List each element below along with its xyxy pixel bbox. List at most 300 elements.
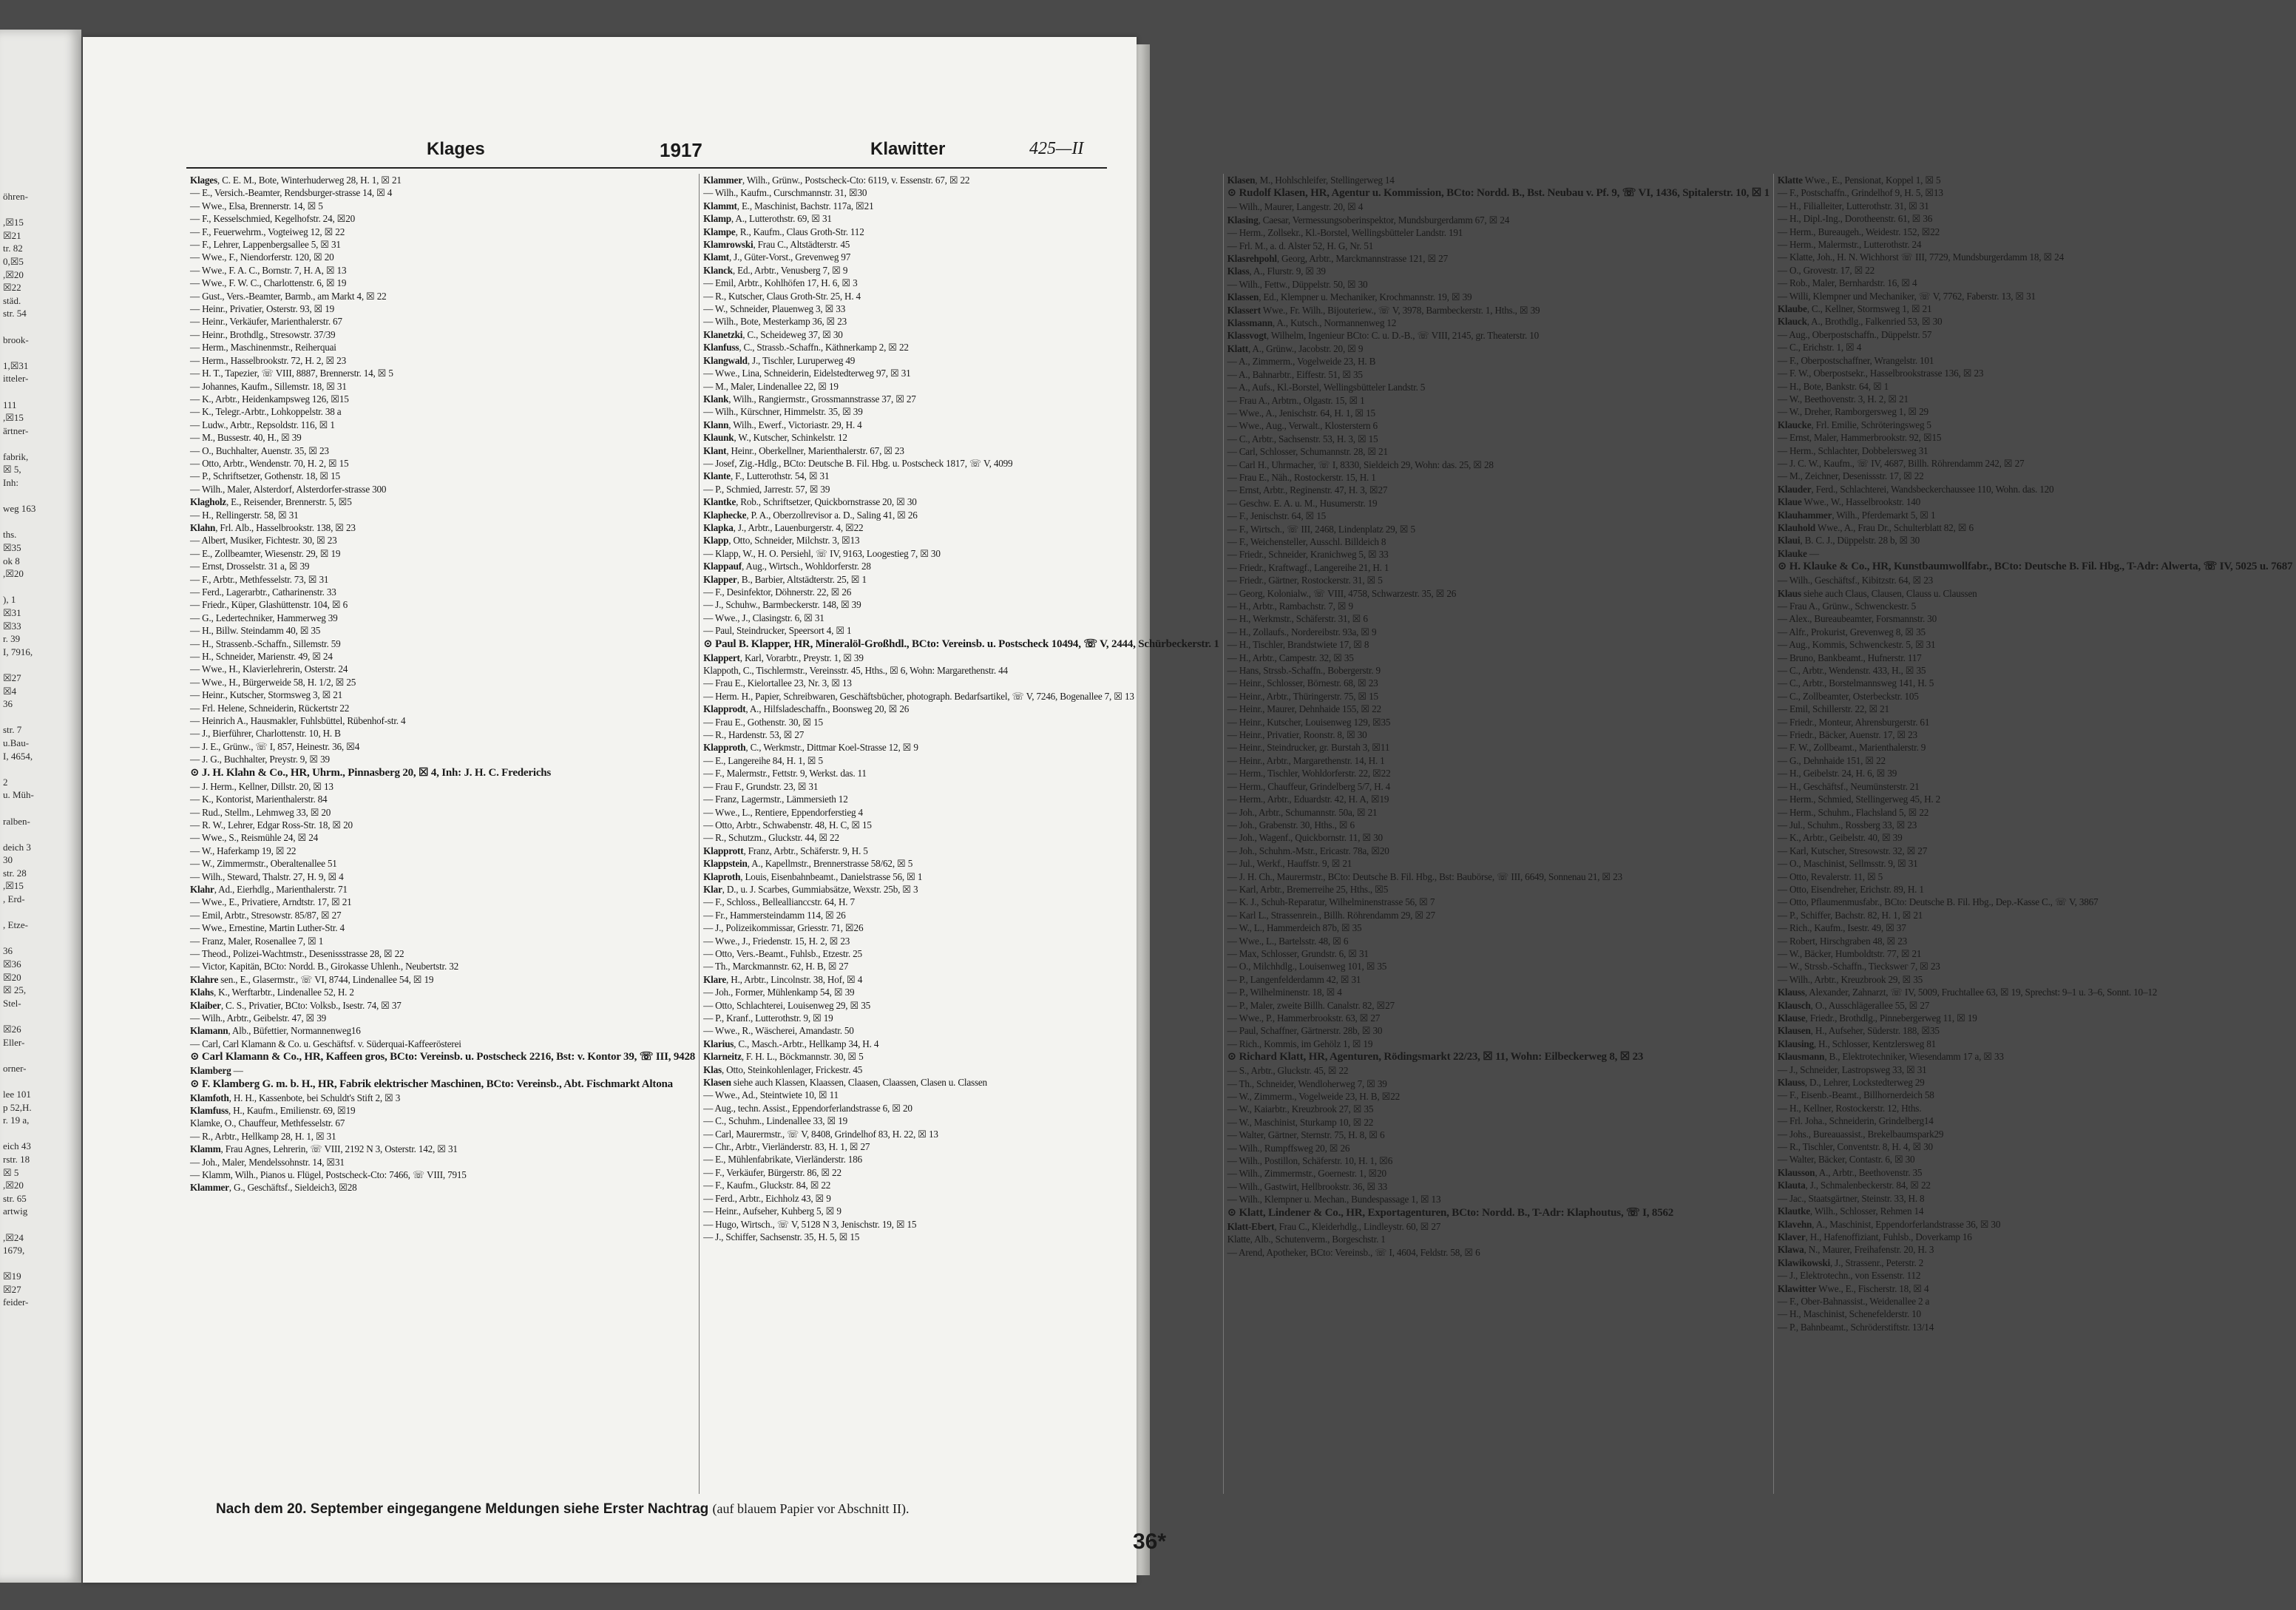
directory-entry: — J. H. Ch., Maurermstr., BCto: Deutsche B. Fil. Hbg., Bst: Baubörse, ☏ III, 6649, Sonnenau 21, ☒ 23: [1227, 870, 1622, 882]
directory-entry: — J., Schuhw., Barmbeckerstr. 148, ☒ 39: [703, 599, 861, 611]
directory-entry: — Willi, Klempner und Mechaniker, ☏ V, 7762, Faberstr. 13, ☒ 31: [1777, 290, 2036, 302]
directory-entry: Klaver, H., Hafenoffiziant, Fuhlsb., Doverkamp 16: [1777, 1231, 1972, 1242]
directory-entry: — Wilh., Maler, Alsterdorf, Alsterdorfer-strasse 300: [190, 483, 387, 495]
facing-page-fragment: [0, 30, 81, 1583]
surname: Klauss: [1777, 987, 1805, 998]
directory-entry: Klahn, Frl. Alb., Hasselbrookstr. 138, ☒ 23: [190, 521, 356, 533]
directory-entry: Klauhammer, Wilh., Pferdemarkt 5, ☒ 1: [1777, 509, 1936, 521]
directory-entry: — Wwe., F. A. C., Bornstr. 7, H. A, ☒ 13: [190, 264, 347, 276]
directory-entry: — H., Billw. Steindamm 40, ☒ 35: [190, 625, 321, 637]
directory-entry: — A., Bahnarbtr., Eiffestr. 51, ☒ 35: [1227, 368, 1363, 380]
facing-page-line: p 52,H.: [3, 1101, 32, 1113]
directory-entry: — Joh., Maler, Mendelssohnstr. 14, ☒31: [190, 1156, 345, 1168]
directory-entry: — Rob., Maler, Bernhardstr. 16, ☒ 4: [1777, 277, 1917, 289]
directory-entry: — Heinrich A., Hausmakler, Fuhlsbüttel, Rübenhof-str. 4: [190, 715, 406, 727]
directory-entry: — Johannes, Kaufm., Sillemstr. 18, ☒ 31: [190, 380, 347, 392]
surname: Klassvogt: [1227, 330, 1267, 342]
directory-entry: Klausmann, B., Elektrotechniker, Wiesendamm 17 a, ☒ 33: [1777, 1051, 2004, 1063]
surname: Klatte: [1777, 175, 1803, 186]
facing-page-line: 1,☒31: [3, 359, 29, 371]
facing-page-line: ok 8: [3, 555, 20, 566]
surname: Klausson: [1777, 1166, 1815, 1178]
directory-entry: — P., Schiffer, Bachstr. 82, H. 1, ☒ 21: [1777, 909, 1923, 921]
directory-entry: Klasen, M., Hohlschleifer, Stellingerweg 14: [1227, 175, 1395, 186]
directory-entry: — J. C. W., Kaufm., ☏ IV, 4687, Billh. Röhrendamm 242, ☒ 27: [1777, 457, 2025, 469]
directory-entry: Klausing, H., Schlosser, Kentzlersweg 81: [1777, 1038, 1937, 1049]
surname: Klapp: [703, 535, 729, 547]
header-rule: [186, 167, 1107, 169]
surname: Klauder: [1777, 483, 1812, 495]
directory-entry: — Hans, Strssb.-Schaffn., Bobergerstr. 9: [1227, 665, 1381, 677]
directory-entry: Klappauf, Aug., Wirtsch., Wohldorferstr. 28: [703, 561, 871, 572]
directory-entry: — A., Aufs., Kl.-Borstel, Wellingsbütteler Landstr. 5: [1227, 382, 1426, 393]
directory-entry: — H., Strassenb.-Schaffn., Sillemstr. 59: [190, 637, 341, 649]
facing-page-line: 111: [3, 399, 17, 410]
directory-entry: — H., Tischler, Brandstwiete 17, ☒ 8: [1227, 639, 1369, 651]
directory-entry: — P., Kranf., Lutterothstr. 9, ☒ 19: [703, 1012, 833, 1024]
directory-entry: — H., Schneider, Marienstr. 49, ☒ 24: [190, 651, 333, 663]
directory-entry: — H., Dipl.-Ing., Dorotheenstr. 61, ☒ 36: [1777, 213, 1933, 225]
surname: Klanetzki: [703, 328, 743, 340]
surname: Klausch: [1777, 999, 1811, 1011]
directory-entry: — Albert, Musiker, Fichtestr. 30, ☒ 23: [190, 535, 337, 547]
surname: Klagholz: [190, 496, 226, 508]
directory-entry: Klare, H., Arbtr., Lincolnstr. 38, Hof, ☒ 4: [703, 973, 863, 985]
surname: Klamt: [703, 251, 729, 263]
surname: Klarneitz: [703, 1051, 742, 1063]
directory-entry: Klappoth, C., Tischlermstr., Vereinsstr. 45, Hths., ☒ 6, Wohn: Margarethenstr. 44: [703, 665, 1008, 677]
facing-page-line: ☒33: [3, 620, 21, 632]
surname: Klapprodt: [703, 703, 746, 715]
facing-page-line: ,☒15: [3, 412, 24, 424]
column-1: [186, 174, 700, 1494]
directory-entry: — Wilh., Zimmermstr., Goernestr. 1, ☒20: [1227, 1168, 1386, 1180]
directory-entry: — Aug., Kommis, Schwenckestr. 5, ☒ 31: [1777, 639, 1936, 651]
surname: Klappstein: [703, 858, 748, 870]
directory-entry: — Carl, Maurermstr., ☏ V, 8408, Grindelhof 83, H. 22, ☒ 13: [703, 1128, 938, 1140]
directory-entry: — Herm., Maschinenmstr., Reiherquai: [190, 342, 336, 354]
directory-entry: — Hugo, Wirtsch., ☏ V, 5128 N 3, Jenischstr. 19, ☒ 15: [703, 1218, 917, 1230]
directory-entry: Klarneitz, F. H. L., Böckmannstr. 30, ☒ 5: [703, 1051, 864, 1063]
facing-page-line: u.Bau-: [3, 737, 30, 748]
directory-entry: — W., Strssb.-Schaffn., Tieckswег 7, ☒ 23: [1777, 961, 1940, 973]
directory-entry: — H., Arbtr., Campestr. 32, ☒ 35: [1227, 652, 1354, 663]
directory-entry: — Wwe., Ernestine, Martin Luther-Str. 4: [190, 922, 345, 934]
directory-entry: Klassert Wwe., Fr. Wilh., Bijouteriew., ☏ V, 3978, Barmbeckerstr. 1, Hths., ☒ 39: [1227, 304, 1540, 316]
directory-entry: — Wilh., Klempner u. Mechan., Bundespassage 1, ☒ 13: [1227, 1194, 1441, 1205]
surname: Klavehn: [1777, 1218, 1812, 1230]
directory-entry: — Walter, Bäcker, Contastr. 6, ☒ 30: [1777, 1154, 1915, 1166]
directory-entry: Klappstein, A., Kapellmstr., Brennerstrasse 58/62, ☒ 5: [703, 858, 913, 870]
surname: Klar: [703, 883, 722, 895]
directory-entry: — Wilh., Postillon, Schäferstr. 10, H. 1, ☒6: [1227, 1155, 1393, 1167]
directory-entry: Klagholz, E., Reisender, Brennerstr. 5, ☒5: [190, 496, 352, 508]
directory-entry: — J., Schneider, Lastropsweg 33, ☒ 31: [1777, 1063, 1927, 1075]
facing-page-line: 36: [3, 698, 13, 710]
directory-entry: — Aug., Oberpostschaffn., Düppelstr. 57: [1777, 328, 1932, 340]
directory-entry: — K., Arbtr., Heidenkampsweg 126, ☒15: [190, 393, 349, 405]
directory-entry: — Herm. H., Papier, Schreibwaren, Geschäftsbücher, photograph. Bedarfsartikel, ☏ V, 7246, Bogenallee 7, ☒ 13: [703, 690, 1134, 702]
directory-entry: — Carl, Carl Klamann & Co. u. Geschäftsf. v. Süderquai-Kaffeerösterei: [190, 1038, 461, 1049]
directory-entry: — H., Geschäftsf., Neumünsterstr. 21: [1777, 780, 1920, 792]
directory-entry: — Klapp, W., H. O. Persiehl, ☏ IV, 9163, Loogestieg 7, ☒ 30: [703, 547, 941, 559]
directory-entry: — W., Maschinist, Sturkamp 10, ☒ 22: [1227, 1116, 1374, 1128]
directory-entry: — H., Zollaufs., Nordereibstr. 93a, ☒ 9: [1227, 626, 1377, 637]
directory-entry: — Friedr., Kraftwagf., Langereihe 21, H. 1: [1227, 561, 1389, 573]
directory-entry: — H., Kellner, Rostockerstr. 12, Hths.: [1777, 1102, 1922, 1114]
facing-page-line: weg 163: [3, 503, 36, 515]
directory-entry: — Wwe., Elsa, Brennerstr. 14, ☒ 5: [190, 200, 323, 212]
directory-entry: Klatt, A., Grünw., Jacobstr. 20, ☒ 9: [1227, 342, 1364, 354]
directory-entry: Klaphecke, P. A., Oberzollrevisor a. D., Saling 41, ☒ 26: [703, 509, 918, 521]
directory-entry: Klassen, Ed., Klempner u. Mechaniker, Krochmannstr. 19, ☒ 39: [1227, 291, 1472, 303]
facing-page-line: ☒ 5: [3, 1166, 19, 1178]
directory-entry: — R. W., Lehrer, Edgar Ross-Str. 18, ☒ 20: [190, 819, 353, 831]
surname: Klanfuss: [703, 342, 739, 354]
facing-page-line: 36: [3, 945, 13, 957]
directory-entry: — Klamm, Wilh., Pianos u. Flügel, Postscheck-Cto: 7466, ☏ VIII, 7915: [190, 1169, 467, 1181]
directory-entry: — Th., Marckmannstr. 62, H. B, ☒ 27: [703, 961, 849, 973]
surname: Klassmann: [1227, 317, 1273, 329]
directory-entry: — P., Bahnbeamt., Schröderstiftstr. 13/14: [1777, 1321, 1934, 1333]
directory-entry: — Frau E., Kielortallee 23, Nr. 3, ☒ 13: [703, 677, 852, 689]
header-year: 1917: [660, 139, 702, 161]
directory-entry: — H., Bote, Bankstr. 64, ☒ 1: [1777, 380, 1889, 392]
directory-entry: Klatte Wwe., E., Pensionat, Koppel 1, ☒ 5: [1777, 175, 1941, 186]
directory-entry: — F., Kaufm., Gluckstr. 84, ☒ 22: [703, 1180, 831, 1191]
directory-entry: Klantke, Rob., Schriftsetzer, Quickbornstrasse 20, ☒ 30: [703, 496, 917, 508]
facing-page-line: ☒22: [3, 282, 21, 294]
directory-entry: — P., Maler, zweite Billh. Canalstr. 82, ☒27: [1227, 999, 1395, 1011]
directory-entry: — C., Arbtr., Wendenstr. 433, H., ☒ 35: [1777, 665, 1926, 677]
surname: Klamm: [190, 1143, 221, 1155]
directory-entry: Klaunk, W., Kutscher, Schinkelstr. 12: [703, 432, 847, 444]
directory-entry: Klamp, A., Lutterothstr. 69, ☒ 31: [703, 213, 832, 225]
facing-page-line: [3, 1049, 81, 1062]
directory-entry: — Carl H., Uhrmacher, ☏ I, 8330, Sieldeich 29, Wohn: das. 25, ☒ 28: [1227, 459, 1494, 470]
directory-entry: Klassmann, A., Kutsch., Normannenweg 12: [1227, 317, 1397, 329]
directory-entry: — Heinr., Aufseher, Kuhberg 5, ☒ 9: [703, 1205, 841, 1217]
facing-page-line: ,☒15: [3, 217, 24, 229]
surname: Klamann: [190, 1025, 228, 1037]
directory-entry: — Otto, Arbtr., Schwabenstr. 48, H. C, ☒ 15: [703, 819, 872, 831]
facing-page-line: eich 43: [3, 1140, 31, 1152]
facing-page-line: [3, 802, 81, 815]
directory-entry: — H., Filialleiter, Lutterothstr. 31, ☒ 31: [1777, 200, 1929, 212]
directory-entry: Klauck, A., Brothdlg., Falkenried 53, ☒ 30: [1777, 316, 1943, 328]
directory-entry: — Karl L., Strassenrein., Billh. Röhrendamm 29, ☒ 27: [1227, 909, 1435, 921]
directory-entry: — Wilh., Maurer, Langestr. 20, ☒ 4: [1227, 201, 1364, 213]
directory-entry: Klamfuss, H., Kaufm., Emilienstr. 69, ☒19: [190, 1105, 356, 1117]
directory-entry: — F., Oberpostschaffner, Wrangelstr. 101: [1777, 354, 1934, 366]
header-first-entry: Klages: [427, 139, 485, 159]
directory-entry: — Friedr., Küper, Glashüttenstr. 104, ☒ 6: [190, 599, 348, 611]
page-header: [135, 139, 1085, 169]
surname: Klare: [703, 973, 727, 985]
directory-entry: — Rich., Kaufm., Isestr. 49, ☒ 37: [1777, 922, 1906, 934]
facing-page-line: ☒20: [3, 971, 21, 983]
directory-entry: Klaucke, Frl. Emilie, Schröteringsweg 5: [1777, 419, 1931, 430]
directory-entry: Klas, Otto, Steinkohlenlager, Frickestr. 45: [703, 1063, 863, 1075]
directory-entry: — Jul., Schuhm., Rossberg 33, ☒ 23: [1777, 819, 1917, 831]
directory-entry: Klauta, J., Schmalenbeckerstr. 84, ☒ 22: [1777, 1180, 1931, 1191]
facing-page-line: ☒4: [3, 685, 17, 697]
surname: Klappauf: [703, 561, 742, 572]
facing-page-line: [3, 581, 81, 594]
facing-page-line: itteler-: [3, 373, 29, 385]
facing-page-line: ☒31: [3, 607, 21, 618]
directory-entry: — F., Schloss., Belleallianccstr. 64, H. 7: [703, 896, 855, 908]
directory-entry: — J. E., Grünw., ☏ I, 857, Heinestr. 36, ☒4: [190, 740, 360, 752]
directory-entry: Klausch, O., Ausschlägerallee 55, ☒ 27: [1777, 999, 1930, 1011]
surname: Klass: [1227, 265, 1250, 277]
directory-entry: — J., Elektrotechn., von Essenstr. 112: [1777, 1270, 1921, 1282]
directory-entry: Klammt, E., Maschinist, Bachstr. 117a, ☒21: [703, 200, 874, 212]
directory-entry: — Otto, Arbtr., Wendenstr. 70, H. 2, ☒ 15: [190, 457, 349, 469]
directory-entry: Klauss, Alexander, Zahnarzt, ☏ IV, 5009, Fruchtallee 63, ☒ 19, Sprechst: 9–1 u. 3–6, Sonnt. 10–12: [1777, 987, 2158, 998]
directory-entry: Klant, Heinr., Oberkellner, Marienthalerstr. 67, ☒ 23: [703, 444, 904, 456]
directory-entry: — O., Milchhdlg., Louisenweg 101, ☒ 35: [1227, 961, 1387, 973]
facing-page-line: feider-: [3, 1296, 29, 1308]
directory-entry: — C., Arbtr., Sachsenstr. 53, H. 3, ☒ 15: [1227, 433, 1378, 444]
directory-entry: — F., Kesselschmied, Kegelhofstr. 24, ☒20: [190, 213, 356, 225]
directory-entry: Klammer, G., Geschäftsf., Sieldeich3, ☒28: [190, 1182, 357, 1194]
directory-entry: Klann, Wilh., Ewerf., Victoriastr. 29, H. 4: [703, 419, 862, 430]
directory-entry: — W., Kaiarbtr., Kreuzbrook 27, ☒ 35: [1227, 1103, 1374, 1115]
directory-entry: — Wilh., Arbtr., Kreuzbrook 29, ☒ 35: [1777, 973, 1923, 985]
directory-entry: — S., Arbtr., Gluckstr. 45, ☒ 22: [1227, 1065, 1349, 1077]
surname: Klasen: [1227, 175, 1256, 186]
facing-page-line: ☒27: [3, 672, 21, 683]
directory-entry: — Wilh., Geschäftsf., Kibitzstr. 64, ☒ 23: [1777, 575, 1934, 586]
surname: Klapka: [703, 521, 734, 533]
directory-entry: — F., Lehrer, Lappenbergsallee 5, ☒ 31: [190, 239, 341, 251]
surname: Klausmann: [1777, 1051, 1825, 1063]
facing-page-line: ärtner-: [3, 425, 29, 436]
facing-page-line: str. 28: [3, 867, 27, 879]
directory-entry: — Wwe., J., Friedenstr. 15, H. 2, ☒ 23: [703, 935, 850, 947]
directory-entry: — Geschw. E. A. u. M., Husumerstr. 19: [1227, 497, 1378, 509]
directory-entry: — Joh., Schuhm.-Mstr., Ericastr. 78a, ☒20: [1227, 845, 1389, 856]
directory-entry: Klatt-Ebert, Frau C., Kleiderhdlg., Lindleystr. 60, ☒ 27: [1227, 1220, 1441, 1232]
directory-entry: — Otto, Pflaumenmusfabr., BCto: Deutsche B. Fil. Hbg., Dep.-Kasse C., ☏ V, 3867: [1777, 896, 2099, 908]
directory-entry: — Wwe., Aug., Verwalt., Klosterstern 6: [1227, 420, 1378, 432]
facing-page-line: ths.: [3, 529, 17, 541]
facing-page-line: städ.: [3, 294, 21, 306]
directory-entry: — O., Buchhalter, Auenstr. 35, ☒ 23: [190, 444, 329, 456]
directory-entry: — P., Langenfelderdamm 42, ☒ 31: [1227, 973, 1361, 985]
directory-entry: Klawa, N., Maurer, Freihafenstr. 20, H. 3: [1777, 1244, 1934, 1256]
directory-entry: — H., Geibelstr. 24, H. 6, ☒ 39: [1777, 768, 1897, 779]
directory-entry: Klaube, C., Kellner, Stormsweg 1, ☒ 21: [1777, 303, 1932, 315]
directory-entry: — F., Jenischstr. 64, ☒ 15: [1227, 510, 1327, 522]
directory-entry: — Th., Schneider, Wendloherweg 7, ☒ 39: [1227, 1078, 1387, 1089]
directory-entry: — P., Wilhelminenstr. 18, ☒ 4: [1227, 987, 1342, 998]
facing-page-line: 2: [3, 776, 8, 788]
directory-entry: Klause, Friedr., Brothdlg., Pinnebergerweg 11, ☒ 19: [1777, 1012, 1977, 1024]
directory-entry: — W., Dreher, Ramborgersweg 1, ☒ 29: [1777, 406, 1928, 418]
surname: Klauss: [1777, 1077, 1805, 1089]
directory-entry: — Otto, Eisendreher, Erichstr. 89, H. 1: [1777, 883, 1924, 895]
directory-entry: — Frl. Joha., Schneiderin, Grindelberg14: [1777, 1115, 1934, 1127]
directory-entry: — Frl. Helene, Schneiderin, Rückertstr 22: [190, 702, 350, 714]
facing-page-line: [3, 762, 81, 776]
facing-page-line: ,☒20: [3, 1180, 24, 1191]
facing-page-line: ☒36: [3, 958, 21, 970]
facing-page-line: str. 65: [3, 1192, 27, 1204]
directory-entry: — Chr., Arbtr., Vierländerstr. 83, H. 1, ☒ 27: [703, 1141, 870, 1153]
surname: Klapprott: [703, 845, 744, 856]
directory-entry: Klapproth, C., Werkmstr., Dittmar Koel-Strasse 12, ☒ 9: [703, 742, 918, 754]
directory-entry: — Joh., Grabenstr. 30, Hths., ☒ 6: [1227, 819, 1355, 831]
facing-page-line: ,☒20: [3, 268, 24, 280]
directory-entry: — E., Versich.-Beamter, Rendsburger-strasse 14, ☒ 4: [190, 187, 393, 199]
facing-page-line: I, 4654,: [3, 750, 33, 762]
directory-entry: — Wwe., F. W. C., Charlottenstr. 6, ☒ 19: [190, 277, 347, 289]
column-3: [1224, 174, 1774, 1494]
surname: Klauhold: [1777, 521, 1816, 533]
facing-page-line: lee 101: [3, 1088, 31, 1100]
directory-entry: — W., Schneider, Plauenweg 3, ☒ 33: [703, 303, 846, 315]
directory-entry: — Heinr., Arbtr., Thüringerstr. 75, ☒ 15: [1227, 690, 1378, 702]
directory-entry: — Arend, Apotheker, BCto: Vereinsb., ☏ I, 4604, Feldstr. 58, ☒ 6: [1227, 1246, 1480, 1258]
surname: Klawikowski: [1777, 1256, 1830, 1268]
directory-entry: Klanetzki, C., Scheideweg 37, ☒ 30: [703, 328, 843, 340]
directory-entry: — R., Tischler, Conventstr. 8, H. 4, ☒ 30: [1777, 1141, 1933, 1153]
directory-entry: Klasrehpohl, Georg, Arbtr., Marckmannstrasse 121, ☒ 27: [1227, 253, 1448, 265]
facing-page-line: , Etze-: [3, 919, 28, 931]
directory-entry: — Ferd., Lagerarbtr., Catharinenstr. 33: [190, 586, 336, 598]
directory-entry: — Alex., Bureaubeamter, Forsmannstr. 30: [1777, 613, 1937, 625]
directory-entry: — P., Schriftsetzer, Gothenstr. 18, ☒ 15: [190, 470, 340, 482]
directory-entry: — Herm., Bureaugeh., Weidestr. 152, ☒22: [1777, 226, 1940, 237]
directory-entry: — Wwe., Ad., Steintwiete 10, ☒ 11: [703, 1089, 839, 1101]
facing-page-line: [3, 1257, 81, 1271]
header-page-number: 425—II: [1029, 139, 1084, 158]
facing-page-line: ,☒20: [3, 568, 24, 580]
facing-page-line: str. 7: [3, 724, 22, 736]
directory-entry: — Gust., Vers.-Beamter, Barmb., am Markt 4, ☒ 22: [190, 290, 387, 302]
surname: Klanck: [703, 264, 733, 276]
directory-entry: Klauder, Ferd., Schlachterei, Wandsbeckerchaussee 110, Wohn. das. 120: [1777, 483, 2054, 495]
facing-page-line: ), 1: [3, 594, 16, 606]
directory-entry: — C., Erichstr. 1, ☒ 4: [1777, 342, 1862, 354]
facing-page-line: r. 39: [3, 633, 21, 645]
directory-entry: Klamke, O., Chauffeur, Methfesselstr. 67: [190, 1117, 345, 1129]
directory-entry: — E., Langereihe 84, H. 1, ☒ 5: [703, 754, 823, 766]
directory-entry: — J., Schiffer, Sachsenstr. 35, H. 5, ☒ 15: [703, 1231, 860, 1242]
directory-entry: Klappert, Karl, Vorarbtr., Preystr. 1, ☒ 39: [703, 652, 864, 663]
surname: Klautke: [1777, 1205, 1810, 1217]
directory-entry: — Wwe., P., Hammerbrookstr. 63, ☒ 27: [1227, 1012, 1381, 1024]
directory-entry: — Otto, Schlachterei, Louisenweg 29, ☒ 35: [703, 999, 870, 1011]
facing-page-line: ☒35: [3, 542, 21, 554]
facing-page-line: ralben-: [3, 815, 30, 827]
surname: Klausing: [1777, 1038, 1814, 1049]
directory-entry: Klammer, Wilh., Grünw., Postscheck-Cto: 6119, v. Essenstr. 67, ☒ 22: [703, 175, 970, 186]
facing-page-line: ☒ 25,: [3, 984, 27, 996]
surname: Klank: [703, 393, 729, 405]
directory-entry: — P., Schmied, Jarrestr. 57, ☒ 39: [703, 483, 830, 495]
surname: Klauhammer: [1777, 509, 1832, 521]
firm-entry: ⊙ J. H. Klahn & Co., HR, Uhrm., Pinnasberg 20, ☒ 4, Inh: J. H. C. Frederichs: [190, 766, 552, 779]
directory-entry: — Herm., Tischler, Wohldorferstr. 22, ☒22: [1227, 768, 1391, 779]
directory-entry: — R., Kutscher, Claus Groth-Str. 25, H. 4: [703, 290, 861, 302]
directory-entry: — Johs., Bureauassist., Brekelbaumspark29: [1777, 1128, 1944, 1140]
directory-entry: — F. W., Zollbeamt., Marienthalerstr. 9: [1777, 742, 1926, 754]
facing-page-line: ☒26: [3, 1024, 21, 1035]
directory-entry: — Herm., Malermstr., Lutterothstr. 24: [1777, 239, 1922, 251]
directory-entry: — Wilh., Steward, Thalstr. 27, H. 9, ☒ 4: [190, 870, 344, 882]
facing-page-line: [3, 711, 81, 724]
directory-entry: — Herm., Schmied, Stellingerweg 45, H. 2: [1777, 794, 1941, 805]
directory-entry: Klapper, B., Barbier, Altstädterstr. 25, ☒ 1: [703, 573, 867, 585]
directory-entry: Klamrowski, Frau C., Altstädterstr. 45: [703, 239, 850, 251]
facing-page-line: deich 3: [3, 841, 31, 853]
directory-entry: — Herm., Chauffeur, Grindelberg 5/7, H. 4: [1227, 780, 1391, 792]
directory-entry: — F., Weichensteller, Ausschl. Billdeich 8: [1227, 535, 1386, 547]
surname: Klapper: [703, 573, 737, 585]
directory-entry: — Herm., Zollsekr., Kl.-Borstel, Wellingsbütteler Landstr. 191: [1227, 227, 1463, 239]
directory-entry: — H., Werkmstr., Schäferstr. 31, ☒ 6: [1227, 613, 1368, 625]
surname: Klarius: [703, 1038, 734, 1049]
firm-entry: ⊙ H. Klauke & Co., HR, Kunstbaumwollfabr., BCto: Deutsche B. Fil. Hbg., T-Adr: Alwerta, ☏ IV, 5025 u. 7687: [1777, 561, 2293, 573]
directory-entry: — Herm., Schlachter, Dobbelersweg 31: [1777, 444, 1928, 456]
directory-entry: — F., Postschaffn., Grindelhof 9, H. 5, ☒13: [1777, 187, 1943, 199]
directory-entry: — F., Arbtr., Methfesselstr. 73, ☒ 31: [190, 573, 329, 585]
directory-entry: — R., Hardenstr. 53, ☒ 27: [703, 729, 805, 741]
surname: Klaube: [1777, 303, 1807, 315]
directory-entry: — Wwe., A., Jenischstr. 64, H. 1, ☒ 15: [1227, 407, 1375, 419]
directory-entry: — F., Verkäufer, Bürgerstr. 86, ☒ 22: [703, 1166, 841, 1178]
directory-entry: Klank, Wilh., Rangiermstr., Grossmannstrasse 37, ☒ 27: [703, 393, 916, 405]
directory-entry: — Frau E., Näh., Rostockerstr. 15, H. 1: [1227, 471, 1376, 483]
facing-page-line: I, 7916,: [3, 646, 33, 657]
directory-entry: — Friedr., Gärtner, Rostockerstr. 31, ☒ 5: [1227, 575, 1383, 586]
surname: Klante: [703, 470, 731, 482]
directory-entry: — K., Kontorist, Marienthalerstr. 84: [190, 794, 328, 805]
directory-entry: — K., Telegr.-Arbtr., Lohkoppelstr. 38 a: [190, 406, 342, 418]
directory-entry: — H. T., Tapezier, ☏ VIII, 8887, Brennerstr. 14, ☒ 5: [190, 368, 393, 379]
directory-entry: Klapprott, Franz, Arbtr., Schäferstr. 9, H. 5: [703, 845, 868, 856]
directory-entry: — Joh., Wagenf., Quickbornstr. 11, ☒ 30: [1227, 832, 1383, 844]
surname: Klantke: [703, 496, 736, 508]
surname: Klawitter: [1777, 1282, 1817, 1294]
directory-entry: Klaus siehe auch Claus, Clausen, Clauss u. Claussen: [1777, 587, 1977, 599]
directory-entry: — Friedr., Bäcker, Auenstr. 17, ☒ 23: [1777, 729, 1917, 741]
surname: Klangwald: [703, 354, 748, 366]
directory-entry: — Robert, Hirschgraben 48, ☒ 23: [1777, 935, 1908, 947]
surname: Klasing: [1227, 214, 1259, 226]
directory-entry: — H., Rellingerstr. 58, ☒ 31: [190, 509, 299, 521]
facing-page-line: Eller-: [3, 1036, 25, 1048]
directory-entry: Klavehn, A., Maschinist, Eppendorferlandstrasse 36, ☒ 30: [1777, 1218, 2001, 1230]
surname: Klausen: [1777, 1025, 1811, 1037]
directory-entry: — F. W., Oberpostsekr., Hasselbrookstrasse 136, ☒ 23: [1777, 368, 1984, 379]
facing-page-line: brook-: [3, 334, 29, 345]
directory-entry: — Jul., Werkf., Hauffstr. 9, ☒ 21: [1227, 858, 1352, 870]
directory-entry: — Frl. M., a. d. Alster 52, H. G, Nr. 51: [1227, 240, 1374, 251]
directory-entry: — Wwe., J., Clasingstr. 6, ☒ 31: [703, 612, 824, 623]
surname: Klamberg: [190, 1065, 231, 1077]
directory-entry: — F., Feuerwehrm., Vogteiweg 12, ☒ 22: [190, 226, 345, 237]
facing-page-line: [3, 658, 81, 672]
facing-page-line: tr. 82: [3, 243, 23, 254]
facing-page-line: [3, 490, 81, 503]
surname: Klampe: [703, 226, 736, 237]
directory-entry: Klanck, Ed., Arbtr., Venusberg 7, ☒ 9: [703, 264, 848, 276]
directory-entry: — Karl, Arbtr., Bremerreihe 25, Hths., ☒5: [1227, 883, 1389, 895]
